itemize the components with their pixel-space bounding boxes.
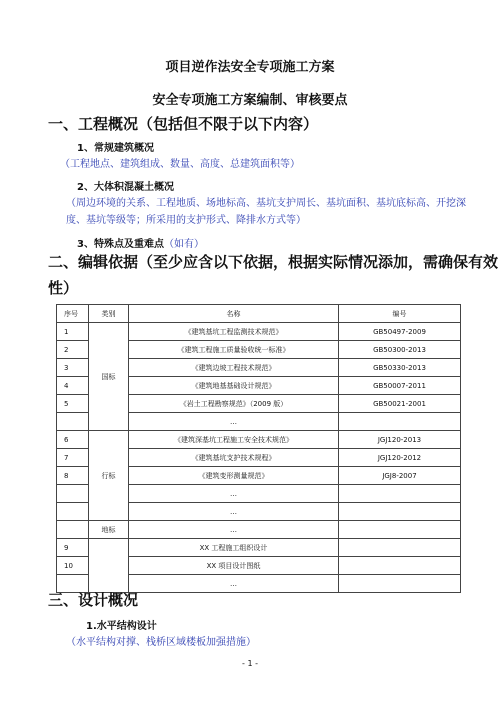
section1-item2-label: 2、大体积混凝土概况 bbox=[77, 182, 174, 193]
cell-name: 《岩土工程勘察规范》（2009 版） bbox=[129, 395, 339, 413]
cell-code: GB50007-2011 bbox=[339, 377, 461, 395]
cell-code: GB50330-2013 bbox=[339, 359, 461, 377]
cell-name: 《建筑深基坑工程施工安全技术规范》 bbox=[129, 431, 339, 449]
section1-item2-note: （周边环境的关系、工程地质、场地标高、基坑支护周长、基坑面积、基坑底标高、开挖深度、基坑等级等；所采用的支护形式、降排水方式等） bbox=[66, 198, 466, 226]
category-guobiao: 国标 bbox=[89, 323, 129, 431]
cell-code: GB50497-2009 bbox=[339, 323, 461, 341]
category-dibiao: 地标 bbox=[89, 521, 129, 539]
cell-name: … bbox=[129, 485, 339, 503]
table-row bbox=[57, 521, 461, 539]
section1-item3-label bbox=[77, 235, 204, 250]
cell-seq: 9 bbox=[57, 539, 89, 557]
cell-seq bbox=[57, 521, 89, 539]
cell-seq bbox=[57, 413, 89, 431]
document-subtitle: 安全专项施工方案编制、审核要点 bbox=[152, 93, 348, 108]
header-category: 类别 bbox=[89, 305, 129, 323]
cell-name: XX 项目设计图纸 bbox=[129, 557, 339, 575]
cell-name: 《建筑边坡工程技术规范》 bbox=[129, 359, 339, 377]
cell-code bbox=[339, 557, 461, 575]
cell-seq: 3 bbox=[57, 359, 89, 377]
document-title: 项目逆作法安全专项施工方案 bbox=[165, 60, 335, 75]
section1-item3-text: 3、特殊点及重难点 bbox=[77, 239, 164, 250]
cell-code: JGJ120-2012 bbox=[339, 449, 461, 467]
section1-item1-note: （工程地点、建筑组成、数量、高度、总建筑面积等） bbox=[60, 159, 300, 170]
header-code: 编号 bbox=[339, 305, 461, 323]
cell-seq: 10 bbox=[57, 557, 89, 575]
cell-name: … bbox=[129, 575, 339, 593]
cell-seq: 1 bbox=[57, 323, 89, 341]
cell-seq: 8 bbox=[57, 467, 89, 485]
table-row bbox=[57, 431, 461, 449]
cell-seq: 6 bbox=[57, 431, 89, 449]
cell-code bbox=[339, 539, 461, 557]
cell-code: GB50300-2013 bbox=[339, 341, 461, 359]
cell-code bbox=[339, 503, 461, 521]
section3-item-label: 1.水平结构设计 bbox=[86, 621, 157, 632]
cell-name: XX 工程施工组织设计 bbox=[129, 539, 339, 557]
category-hangbiao: 行标 bbox=[89, 431, 129, 521]
cell-name: … bbox=[129, 503, 339, 521]
cell-name: … bbox=[129, 521, 339, 539]
section2-heading-line1: 二、编辑依据（至少应含以下依据，根据实际情况添加，需确保有效 bbox=[48, 253, 499, 271]
section1-item3-note: （如有） bbox=[163, 239, 204, 250]
cell-seq bbox=[57, 503, 89, 521]
section1-item1-label: 1、常规建筑概况 bbox=[77, 143, 154, 154]
section1-heading: 一、工程概况（包括但不限于以下内容） bbox=[48, 115, 319, 133]
section3-heading: 三、设计概况 bbox=[48, 591, 139, 609]
cell-code: JGJ120-2013 bbox=[339, 431, 461, 449]
cell-seq bbox=[57, 485, 89, 503]
standards-table bbox=[56, 304, 461, 593]
cell-code bbox=[339, 485, 461, 503]
section2-heading-line2: 性） bbox=[48, 279, 79, 297]
cell-seq: 7 bbox=[57, 449, 89, 467]
cell-seq: 4 bbox=[57, 377, 89, 395]
table-row bbox=[57, 539, 461, 557]
section3-item-note: （水平结构对撑、栈桥区域楼板加强措施） bbox=[66, 637, 256, 648]
cell-name: 《建筑基坑工程监测技术规范》 bbox=[129, 323, 339, 341]
cell-name: 《建筑地基基础设计规范》 bbox=[129, 377, 339, 395]
cell-seq: 2 bbox=[57, 341, 89, 359]
header-seq: 序号 bbox=[57, 305, 89, 323]
cell-code bbox=[339, 521, 461, 539]
cell-name: 《建筑工程施工质量验收统一标准》 bbox=[129, 341, 339, 359]
cell-name: 《建筑基坑支护技术规程》 bbox=[129, 449, 339, 467]
cell-name: … bbox=[129, 413, 339, 431]
header-name: 名称 bbox=[129, 305, 339, 323]
table-row bbox=[57, 323, 461, 341]
table-header-row bbox=[57, 305, 461, 323]
cell-name: 《建筑变形测量规范》 bbox=[129, 467, 339, 485]
category-blank bbox=[89, 539, 129, 593]
cell-seq: 5 bbox=[57, 395, 89, 413]
cell-code bbox=[339, 575, 461, 593]
cell-code: JGJ8-2007 bbox=[339, 467, 461, 485]
cell-code bbox=[339, 413, 461, 431]
cell-code: GB50021-2001 bbox=[339, 395, 461, 413]
page-number: - 1 - bbox=[242, 659, 258, 668]
